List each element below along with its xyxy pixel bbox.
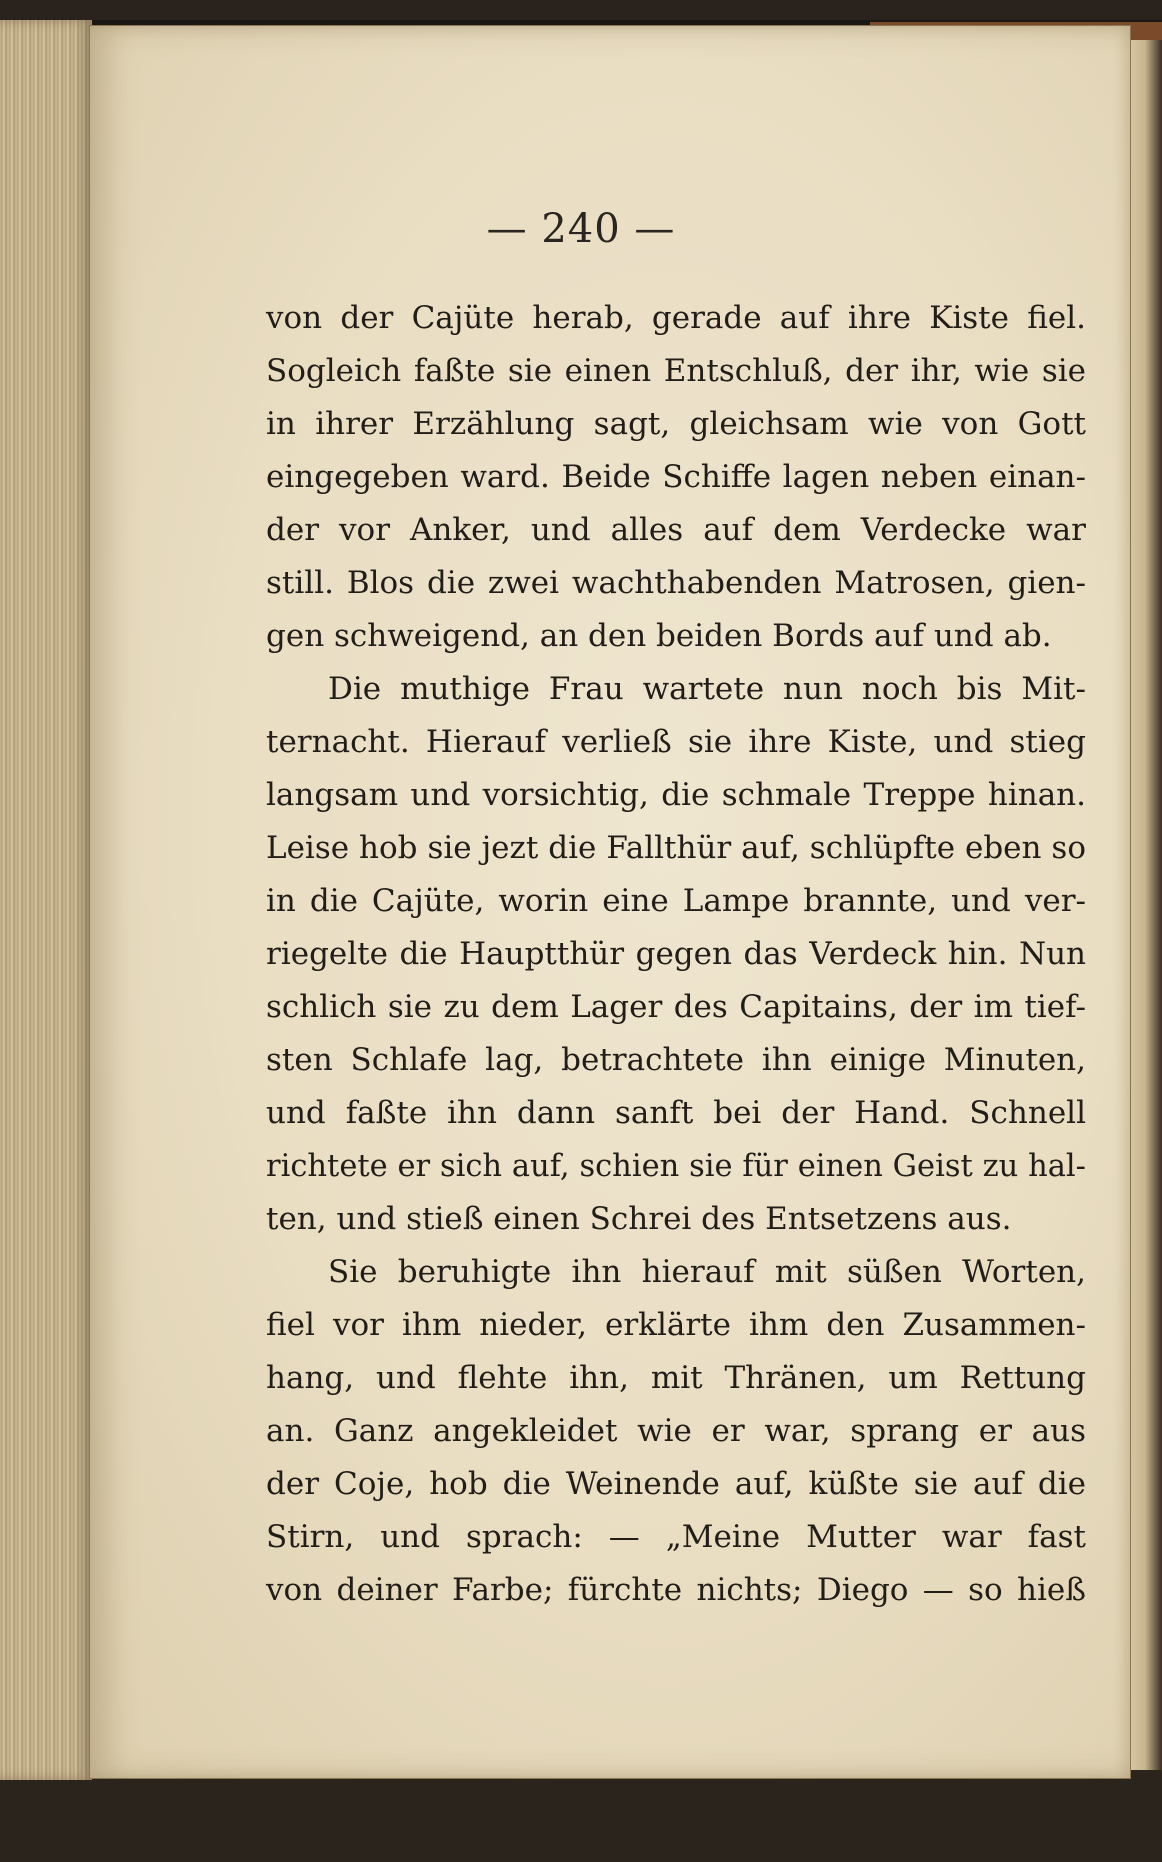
- text-body: [266, 292, 1086, 1617]
- text-line: schlich sie zu dem Lager des Capitains, der im tief-: [266, 989, 1086, 1025]
- text-line: der vor Anker, und alles auf dem Verdecke war: [266, 512, 1086, 548]
- text-line: und faßte ihn dann sanft bei der Hand. Schnell: [266, 1095, 1086, 1131]
- text-line: Stirn, und sprach: — „Meine Mutter war fast: [266, 1519, 1086, 1555]
- page-edge: [1128, 40, 1162, 1770]
- text-line: Sie beruhigte ihn hierauf mit süßen Worten,: [328, 1254, 1086, 1290]
- text-line: von der Cajüte herab, gerade auf ihre Kiste fiel.: [266, 300, 1086, 336]
- text-line: in die Cajüte, worin eine Lampe brannte, und ver-: [266, 883, 1086, 919]
- text-line: der Coje, hob die Weinende auf, küßte sie auf die: [266, 1466, 1086, 1502]
- text-line: eingegeben ward. Beide Schiffe lagen neben einan-: [266, 459, 1086, 495]
- text-line: in ihrer Erzählung sagt, gleichsam wie von Gott: [266, 406, 1086, 442]
- text-line: ten, und stieß einen Schrei des Entsetzens aus.: [266, 1201, 1012, 1237]
- page-number: — 240 —: [486, 206, 676, 252]
- text-line: still. Blos die zwei wachthabenden Matrosen, gien-: [266, 565, 1086, 601]
- text-line: Sogleich faßte sie einen Entschluß, der ihr, wie sie: [266, 353, 1086, 389]
- text-line: sten Schlafe lag, betrachtete ihn einige Minuten,: [266, 1042, 1086, 1078]
- text-line: an. Ganz angekleidet wie er war, sprang er aus: [266, 1413, 1086, 1449]
- text-line: Die muthige Frau wartete nun noch bis Mit-: [328, 671, 1086, 707]
- text-line: langsam und vorsichtig, die schmale Treppe hinan.: [266, 777, 1086, 813]
- book-spine-edge: [0, 20, 92, 1780]
- text-line: richtete er sich auf, schien sie für einen Geist zu hal-: [266, 1149, 1086, 1184]
- text-line: von deiner Farbe; fürchte nichts; Diego — so hieß: [266, 1572, 1086, 1608]
- text-line: hang, und flehte ihn, mit Thränen, um Rettung: [266, 1360, 1086, 1396]
- text-line: gen schweigend, an den beiden Bords auf und ab.: [266, 618, 1052, 654]
- text-line: Leise hob sie jezt die Fallthür auf, schlüpfte eben so: [266, 830, 1086, 866]
- text-line: ternacht. Hierauf verließ sie ihre Kiste, und stieg: [266, 724, 1086, 760]
- text-line: riegelte die Hauptthür gegen das Verdeck hin. Nun: [266, 936, 1086, 972]
- text-line: fiel vor ihm nieder, erklärte ihm den Zusammen-: [266, 1307, 1086, 1343]
